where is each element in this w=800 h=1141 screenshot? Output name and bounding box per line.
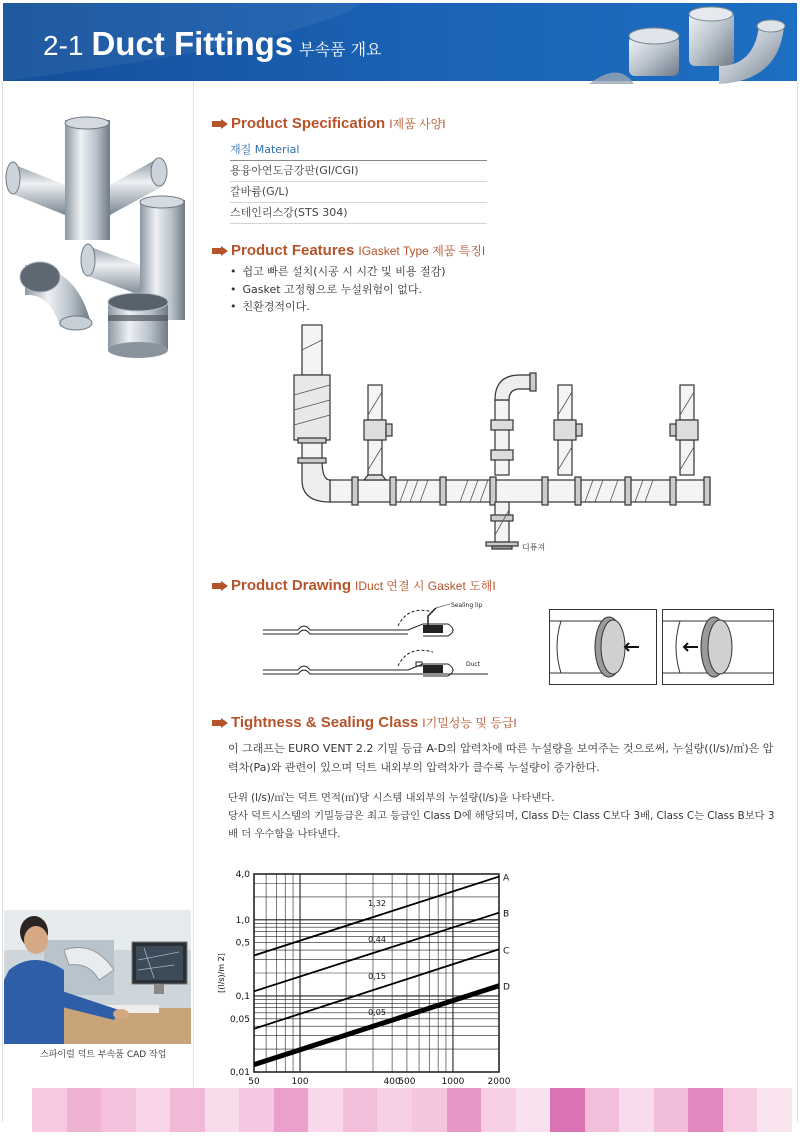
diffuser-label: 디퓨져	[522, 543, 546, 552]
mosaic-tile	[654, 1088, 689, 1132]
series-mid-label-A: 1,32	[368, 898, 386, 908]
specification-title-en: Product Specification	[231, 115, 386, 132]
title-ko: 부속품 개요	[299, 40, 382, 59]
mosaic-tile	[101, 1088, 136, 1132]
series-label-B: B	[503, 909, 510, 920]
mosaic-tile	[516, 1088, 551, 1132]
y-tick-label: 0,05	[229, 1014, 250, 1025]
x-tick-label: 1000	[441, 1077, 465, 1087]
mosaic-tile	[447, 1088, 482, 1132]
y-tick-label: 0,1	[235, 991, 250, 1002]
tightness-heading	[212, 714, 517, 732]
tightness-paragraph-2-line-1: 단위 (l/s)/㎡는 덕트 면적(㎡)당 시스템 내외부의 누설량(l/s)을 나타낸다.	[228, 792, 555, 804]
tightness-paragraph-2-line-2: 당사 덕트시스템의 기밀등급은 최고 등급인 Class D에 해당되며, Class D는 Class C보다 3배, Class C는 Class B보다 3배 더 우수함을 나타낸다.	[228, 810, 775, 840]
frame-right	[797, 82, 798, 1122]
drawing-heading	[212, 577, 496, 595]
x-tick-label: 400	[383, 1077, 401, 1087]
mosaic-tile	[550, 1088, 585, 1132]
mosaic-tile	[308, 1088, 343, 1132]
spec-row: 갈바륨(G/L)	[230, 182, 487, 203]
series-mid-label-B: 0,44	[368, 934, 386, 944]
mosaic-tile	[585, 1088, 620, 1132]
x-tick-label: 50	[248, 1077, 260, 1087]
mosaic-tile	[377, 1088, 412, 1132]
arrow-bullet-icon	[212, 246, 228, 256]
spec-table-header: 재질 Material	[230, 140, 487, 161]
arrow-bullet-icon	[212, 718, 228, 728]
mosaic-tile	[136, 1088, 171, 1132]
leakage-chart	[212, 864, 522, 1092]
series-label-D: D	[503, 982, 510, 993]
series-label-A: A	[503, 873, 510, 884]
mosaic-tile	[619, 1088, 654, 1132]
frame-left	[2, 82, 3, 1122]
title-en: Duct Fittings	[91, 25, 294, 62]
drawing-title-ko: IDuct 연결 시 Gasket 도해I	[355, 579, 496, 593]
drawing-title-en: Product Drawing	[231, 577, 352, 594]
mosaic-tile	[412, 1088, 447, 1132]
list-item: • Gasket 고정형으로 누설위험이 없다.	[230, 281, 446, 299]
section-number: 2-1	[43, 30, 84, 61]
gasket-insertion-diagram-a	[549, 609, 657, 685]
spec-row: 용융아연도금강판(GI/CGI)	[230, 161, 487, 182]
photo-caption: 스파이럴 덕트 부속품 CAD 작업	[40, 1050, 167, 1060]
specification-table	[230, 140, 487, 224]
series-label-C: C	[503, 946, 510, 957]
mosaic-tile	[723, 1088, 758, 1132]
duct-label: Duct	[466, 661, 481, 668]
tightness-title-en: Tightness & Sealing Class	[231, 714, 419, 731]
footer-mosaic	[32, 1088, 792, 1132]
mosaic-tile	[205, 1088, 240, 1132]
duct-system-diagram	[290, 320, 720, 558]
duct-fittings-banner-image	[589, 6, 789, 84]
mosaic-tile	[481, 1088, 516, 1132]
arrow-bullet-icon	[212, 581, 228, 591]
mosaic-tile	[757, 1088, 792, 1132]
tightness-paragraph-1: 이 그래프는 EURO VENT 2.2 기밀 등급 A-D의 압력차에 따른 누설량을 보여주는 것으로써, 누설량((l/s)/㎡)은 압력차(Pa)와 관련이 있으며 덕트 내외부의 압력차가 클수록 누설량이 증가한다.	[228, 742, 774, 774]
mosaic-tile	[239, 1088, 274, 1132]
x-tick-label: 2000	[487, 1077, 511, 1087]
x-tick-label: 500	[398, 1077, 416, 1087]
series-mid-label-D: 0,05	[368, 1008, 386, 1018]
specification-title-ko: I제품 사양I	[389, 117, 446, 131]
mosaic-tile	[274, 1088, 309, 1132]
cad-work-photo	[4, 910, 191, 1044]
features-title-ko: IGasket Type 제품 특징I	[358, 244, 486, 258]
column-divider	[193, 82, 194, 1102]
mosaic-tile	[32, 1088, 67, 1132]
header-banner	[3, 3, 797, 81]
x-tick-label: 100	[291, 1077, 309, 1087]
y-tick-label: 4,0	[235, 870, 250, 880]
gasket-insertion-diagram-b	[662, 609, 774, 685]
page-title	[43, 25, 382, 63]
series-mid-label-C: 0,15	[368, 971, 386, 981]
specification-heading	[212, 115, 446, 133]
list-item: • 쉽고 빠른 설치(시공 시 시간 및 비용 절감)	[230, 263, 446, 281]
features-title-en: Product Features	[231, 242, 355, 259]
arrow-bullet-icon	[212, 119, 228, 129]
y-axis-label: [(l/s)/m 2]	[217, 953, 226, 993]
y-tick-label: 0,01	[229, 1068, 250, 1078]
list-item: • 친환경적이다.	[230, 298, 446, 316]
mosaic-tile	[67, 1088, 102, 1132]
y-tick-label: 1,0	[235, 915, 250, 926]
product-fittings-image	[5, 115, 193, 360]
mosaic-tile	[343, 1088, 378, 1132]
y-tick-label: 0,5	[235, 938, 250, 949]
spec-row: 스테인리스강(STS 304)	[230, 203, 487, 224]
features-heading	[212, 242, 485, 260]
features-list	[230, 263, 446, 316]
mosaic-tile	[688, 1088, 723, 1132]
gasket-section-drawing	[258, 600, 493, 688]
tightness-title-ko: I기밀성능 및 등급I	[422, 716, 517, 730]
mosaic-tile	[170, 1088, 205, 1132]
sealing-lip-label: Sealing lip	[451, 602, 483, 609]
